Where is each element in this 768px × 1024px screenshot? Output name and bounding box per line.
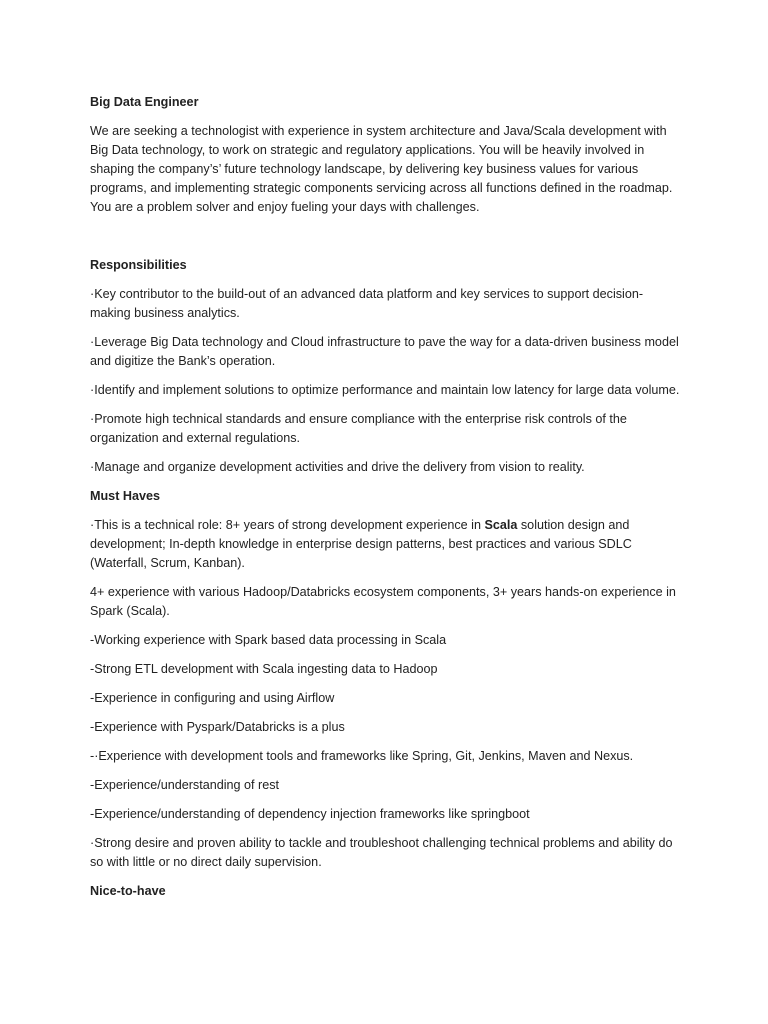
section-spacer — [90, 227, 680, 256]
must-have-item: -Experience in configuring and using Airflow — [90, 691, 335, 705]
responsibility-item: ·Manage and organize development activities and drive the delivery from vision to reality. — [90, 460, 585, 474]
document-title: Big Data Engineer — [90, 95, 199, 109]
must-have-item: -Experience with Pyspark/Databricks is a plus — [90, 720, 345, 734]
scala-emphasis: Scala — [484, 518, 518, 532]
document-page — [90, 93, 680, 911]
must-have-item: -Experience/understanding of dependency injection frameworks like springboot — [90, 807, 530, 821]
must-have-item: ·Strong desire and proven ability to tackle and troubleshoot challenging technical problems and ability do so with little or no direct daily supervision. — [90, 836, 673, 869]
nice-to-have-heading: Nice-to-have — [90, 884, 166, 898]
intro-paragraph: We are seeking a technologist with experience in system architecture and Java/Scala development with Big Data technology, to work on strategic and regulatory applications. You will be heavily involved in shaping the company’s’ future technology landscape, by delivering key business values for various programs, and implementing strategic components servicing across all functions defined in the roadmap. You are a problem solver and enjoy fueling your days with challenges. — [90, 124, 673, 214]
must-have-item: -Strong ETL development with Scala ingesting data to Hadoop — [90, 662, 438, 676]
must-have-text: solution design and development; In-depth knowledge in enterprise design patterns, best practices and various SDLC (Waterfall, Scrum, Kanban). — [90, 518, 632, 570]
must-have-item: -Experience/understanding of rest — [90, 778, 280, 792]
must-have-item: -·Experience with development tools and frameworks like Spring, Git, Jenkins, Maven and Nexus. — [90, 749, 634, 763]
must-have-item — [90, 516, 680, 573]
responsibility-item: ·Key contributor to the build-out of an advanced data platform and key services to support decision-making business analytics. — [90, 287, 644, 320]
must-have-text: ·This is a technical role: 8+ years of strong development experience in — [90, 518, 485, 532]
must-haves-heading: Must Haves — [90, 489, 160, 503]
must-have-item: 4+ experience with various Hadoop/Databricks ecosystem components, 3+ years hands-on experience in Spark (Scala). — [90, 585, 676, 618]
responsibilities-heading: Responsibilities — [90, 258, 187, 272]
responsibility-item: ·Promote high technical standards and ensure compliance with the enterprise risk controls of the organization and external regulations. — [90, 412, 627, 445]
responsibility-item: ·Identify and implement solutions to optimize performance and maintain low latency for large data volume. — [90, 383, 680, 397]
must-have-item: -Working experience with Spark based data processing in Scala — [90, 633, 447, 647]
responsibility-item: ·Leverage Big Data technology and Cloud infrastructure to pave the way for a data-driven business model and digitize the Bank’s operation. — [90, 335, 679, 368]
